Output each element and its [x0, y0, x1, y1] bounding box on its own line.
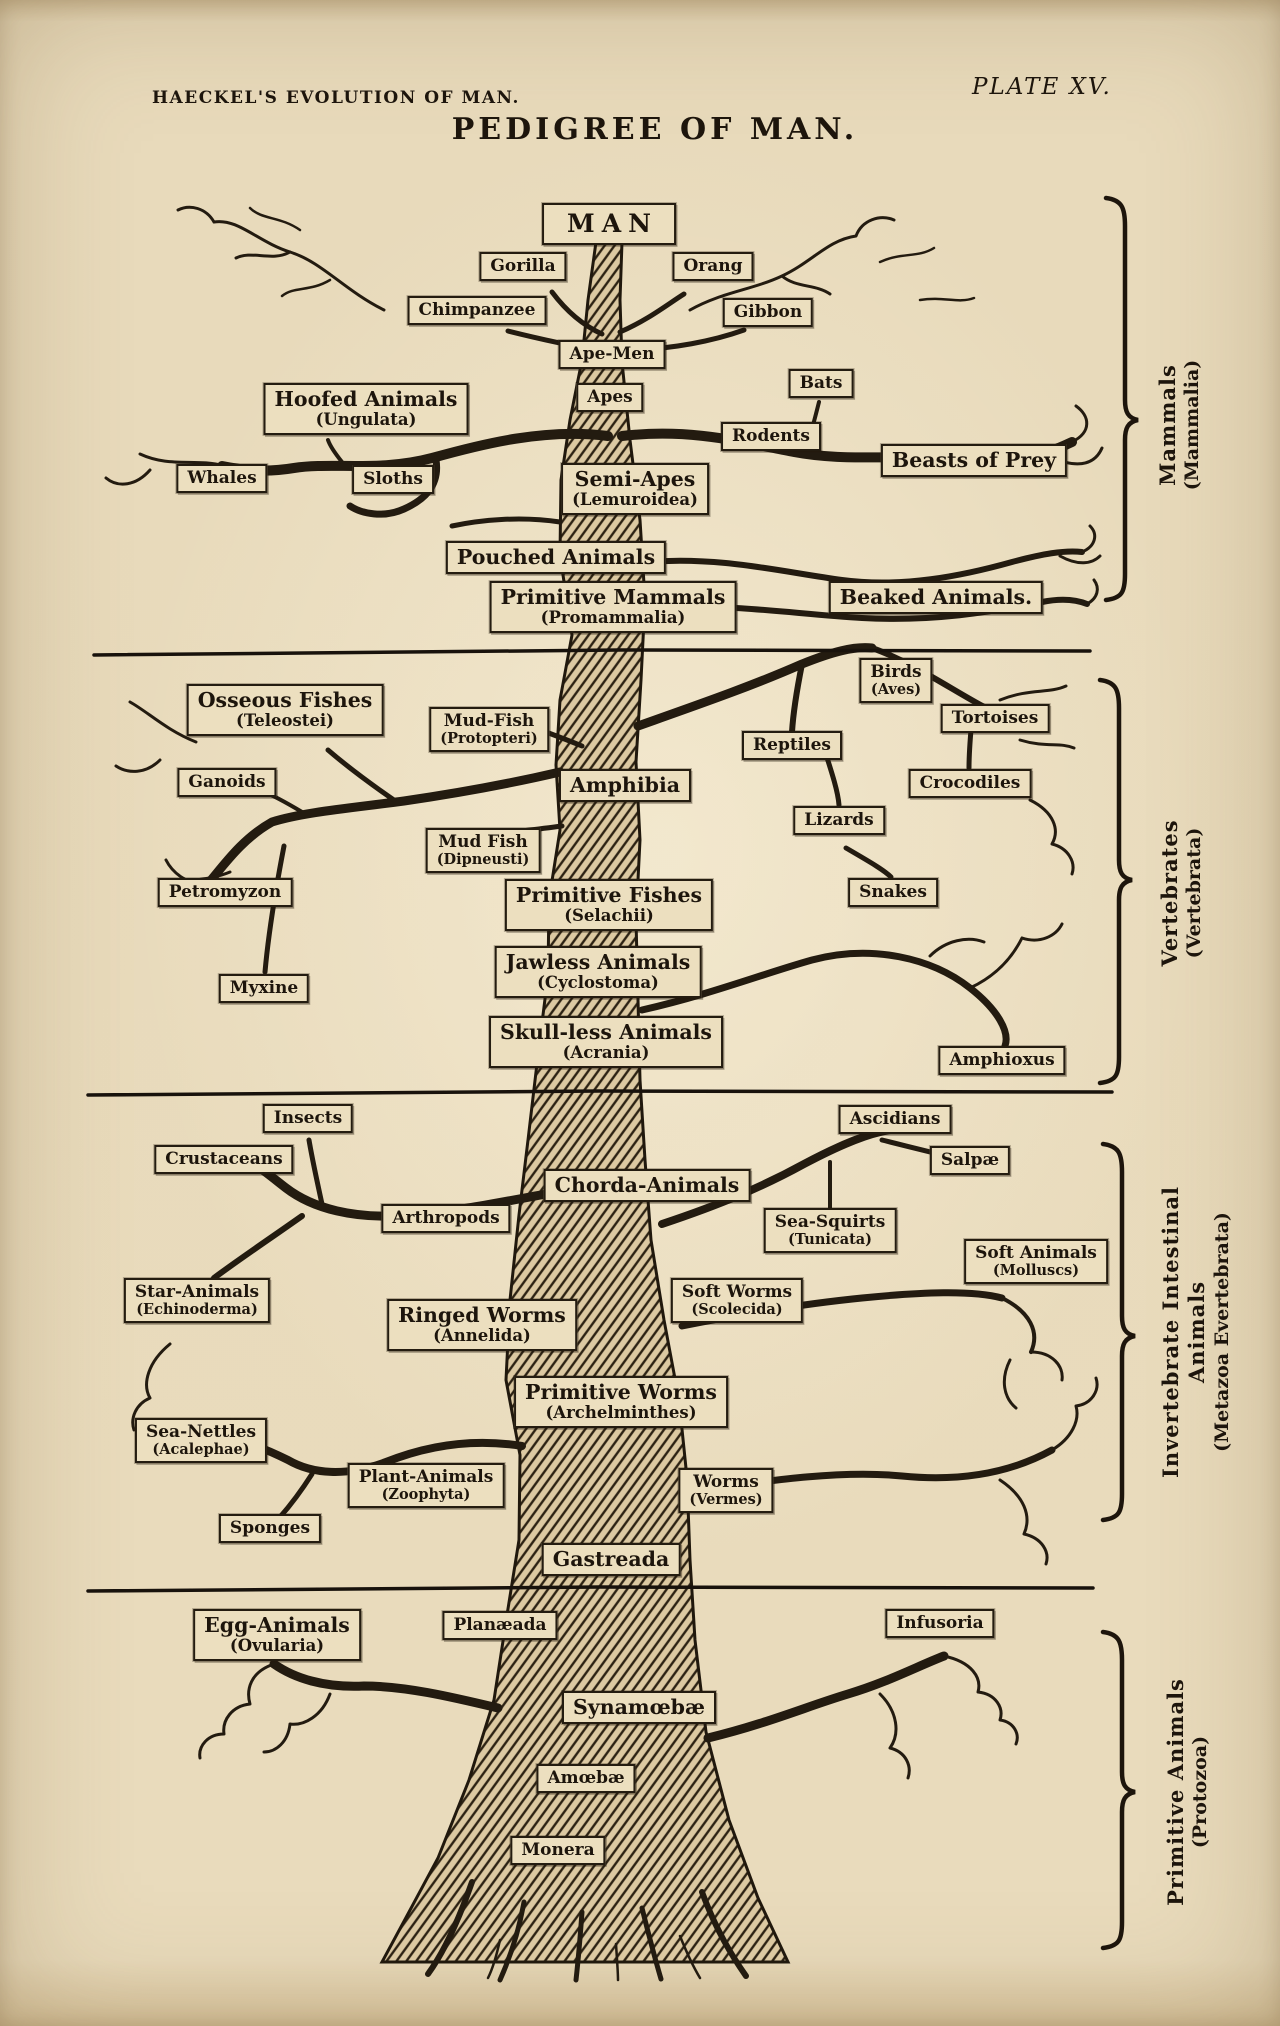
brace-protozoa — [1103, 1632, 1135, 1948]
node-amphibia: Amphibia — [559, 769, 691, 802]
node-soft-worms: Soft Worms (Scolecida) — [671, 1278, 803, 1323]
node-lizards: Lizards — [793, 806, 885, 835]
node-man: MAN — [542, 203, 676, 245]
series-title: HAECKEL'S EVOLUTION OF MAN. — [152, 88, 520, 108]
node-skull-less-animals: Skull-less Animals (Acrania) — [489, 1016, 723, 1068]
node-crustaceans: Crustaceans — [154, 1145, 293, 1174]
node-mud-fish-dipneusti: Mud Fish (Dipneusti) — [426, 828, 541, 873]
brace-invertebrates — [1103, 1144, 1135, 1520]
node-ganoids: Ganoids — [177, 768, 276, 797]
section-label-mammals: Mammals (Mammalia) — [1155, 359, 1204, 491]
brace-mammals — [1106, 198, 1138, 600]
node-worms: Worms (Vermes) — [678, 1468, 773, 1513]
brace-vertebrates — [1100, 680, 1132, 1083]
node-arthropods: Arthropods — [381, 1204, 510, 1233]
node-ascidians: Ascidians — [839, 1105, 952, 1134]
node-planaeada: Planæada — [442, 1611, 557, 1640]
node-egg-animals: Egg-Animals (Ovularia) — [193, 1609, 361, 1661]
section-label-protozoa: Primitive Animals (Protozoa) — [1163, 1678, 1212, 1906]
node-ape-men: Ape-Men — [559, 340, 666, 369]
node-primitive-mammals: Primitive Mammals (Promammalia) — [490, 581, 737, 633]
page-title: PEDIGREE OF MAN. — [451, 112, 859, 147]
node-infusoria: Infusoria — [885, 1609, 994, 1638]
node-primitive-fishes: Primitive Fishes (Selachii) — [505, 879, 713, 931]
node-synamoebae: Synamœbæ — [562, 1691, 716, 1724]
node-rodents: Rodents — [721, 422, 821, 451]
section-label-vertebrates: Vertebrates (Vertebrata) — [1157, 819, 1206, 967]
section-label-invertebrates: Invertebrate Intestinal Animals (Metazoa Evertebrata) — [1157, 1185, 1233, 1479]
node-gorilla: Gorilla — [479, 252, 566, 281]
node-sloths: Sloths — [352, 465, 434, 494]
node-amoebae: Amœbæ — [536, 1764, 635, 1793]
node-bats: Bats — [789, 369, 854, 398]
node-orang: Orang — [672, 252, 753, 281]
node-pouched-animals: Pouched Animals — [446, 541, 666, 574]
node-sponges: Sponges — [219, 1514, 321, 1543]
node-ringed-worms: Ringed Worms (Annelida) — [387, 1299, 577, 1351]
node-snakes: Snakes — [848, 878, 938, 907]
node-soft-animals: Soft Animals (Molluscs) — [964, 1239, 1108, 1284]
node-salpae: Salpæ — [930, 1146, 1010, 1175]
node-chimpanzee: Chimpanzee — [408, 296, 547, 325]
node-amphioxus: Amphioxus — [938, 1046, 1065, 1075]
node-plant-animals: Plant-Animals (Zoophyta) — [348, 1463, 505, 1508]
node-reptiles: Reptiles — [742, 731, 842, 760]
node-beasts-of-prey: Beasts of Prey — [881, 444, 1067, 477]
node-whales: Whales — [176, 464, 267, 493]
plate-number: PLATE XV. — [972, 74, 1112, 100]
node-insects: Insects — [263, 1104, 353, 1133]
node-petromyzon: Petromyzon — [158, 878, 293, 907]
node-semi-apes: Semi-Apes (Lemuroidea) — [561, 463, 709, 515]
node-hoofed-animals: Hoofed Animals (Ungulata) — [264, 383, 469, 435]
node-star-animals: Star-Animals (Echinoderma) — [124, 1278, 270, 1323]
node-monera: Monera — [510, 1836, 605, 1865]
node-mud-fish-protopteri: Mud-Fish (Protopteri) — [429, 707, 549, 752]
node-tortoises: Tortoises — [941, 704, 1050, 733]
node-gibbon: Gibbon — [723, 298, 813, 327]
node-crocodiles: Crocodiles — [909, 769, 1032, 798]
node-birds: Birds (Aves) — [859, 658, 932, 703]
node-apes: Apes — [576, 383, 643, 412]
node-sea-squirts: Sea-Squirts (Tunicata) — [764, 1208, 897, 1253]
node-primitive-worms: Primitive Worms (Archelminthes) — [514, 1376, 728, 1428]
node-myxine: Myxine — [219, 974, 309, 1003]
node-beaked-animals: Beaked Animals. — [829, 581, 1043, 614]
node-chorda-animals: Chorda-Animals — [544, 1169, 751, 1202]
node-osseous-fishes: Osseous Fishes (Teleostei) — [187, 684, 384, 736]
node-sea-nettles: Sea-Nettles (Acalephae) — [135, 1418, 267, 1463]
node-jawless-animals: Jawless Animals (Cyclostoma) — [495, 946, 702, 998]
node-gastreada: Gastreada — [542, 1543, 681, 1576]
